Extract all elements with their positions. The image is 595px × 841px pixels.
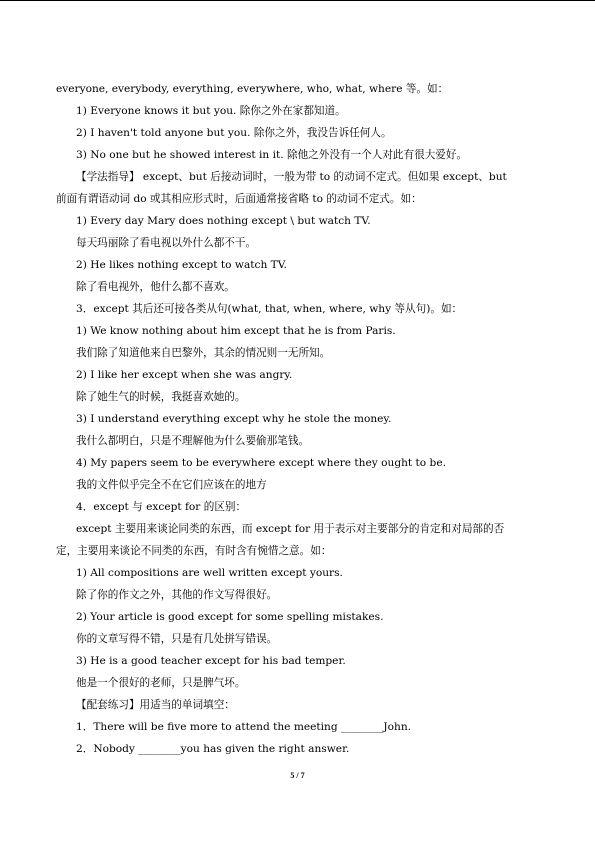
text-line: 3) I understand everything except why he stole the money. (76, 413, 392, 425)
text-line: except 主要用来谈论同类的东西，而 except for 用于表示对主要部分的肯定和对局部的否 (76, 523, 505, 535)
text-line: 2) I haven't told anyone but you. 除你之外，我没告诉任何人。 (76, 127, 392, 139)
text-line: 除了看电视外，他什么都不喜欢。 (76, 281, 235, 293)
text-line: 2．Nobody ________you has given the right answer. (76, 743, 350, 755)
text-line: 【学法指导】 except、but 后接动词时，一般为带 to 的动词不定式。但如果 except、but (76, 171, 507, 183)
text-line: 1) Every day Mary does nothing except \ but watch TV. (76, 215, 371, 227)
text-line: 除了她生气的时候，我挺喜欢她的。 (76, 391, 246, 403)
text-line: 3．except 其后还可接各类从句(what, that, when, where, why 等从句)。如： (76, 303, 463, 315)
text-line: 我们除了知道他来自巴黎外，其余的情况则一无所知。 (76, 347, 331, 359)
text-line: 1) We know nothing about him except that he is from Paris. (76, 325, 396, 337)
text-line: 前面有谓语动词 do 或其相应形式时，后面通常接省略 to 的动词不定式。如： (56, 193, 422, 205)
text-line: 定，主要用来谈论不同类的东西，有时含有惋惜之意。如： (56, 545, 332, 557)
text-line: 他是一个很好的老师，只是脾气坏。 (76, 677, 246, 689)
text-line: 1．There will be five more to attend the meeting ________John. (76, 721, 412, 733)
text-line: 4) My papers seem to be everywhere except where they ought to be. (76, 457, 446, 469)
text-line: 1) Everyone knows it but you. 除你之外在家都知道。 (76, 105, 346, 117)
text-line: 2) He likes nothing except to watch TV. (76, 259, 287, 271)
document-body (56, 78, 540, 760)
text-line: 我的文件似乎完全不在它们应该在的地方 (76, 479, 267, 491)
text-line: everyone, everybody, everything, everywhere, who, what, where 等。如： (56, 83, 449, 95)
text-line: 我什么都明白，只是不理解他为什么要偷那笔钱。 (76, 435, 310, 447)
text-line: 你的文章写得不错，只是有几处拼写错误。 (76, 633, 278, 645)
text-line: 4．except 与 except for 的区别： (76, 501, 247, 513)
text-line: 除了你的作文之外，其他的作文写得很好。 (76, 589, 278, 601)
text-line: 【配套练习】用适当的单词填空： (76, 699, 235, 711)
top-rule (0, 0, 595, 1)
text-line: 3) He is a good teacher except for his bad temper. (76, 655, 346, 667)
text-line: 3) No one but he showed interest in it. 除他之外没有一个人对此有很大爱好。 (76, 149, 468, 161)
text-line: 2) Your article is good except for some spelling mistakes. (76, 611, 384, 623)
text-line: 2) I like her except when she was angry. (76, 369, 293, 381)
text-line: 每天玛丽除了看电视以外什么都不干。 (76, 237, 257, 249)
page-number: 5 / 7 (290, 771, 305, 780)
text-line: 1) All compositions are well written except yours. (76, 567, 343, 579)
